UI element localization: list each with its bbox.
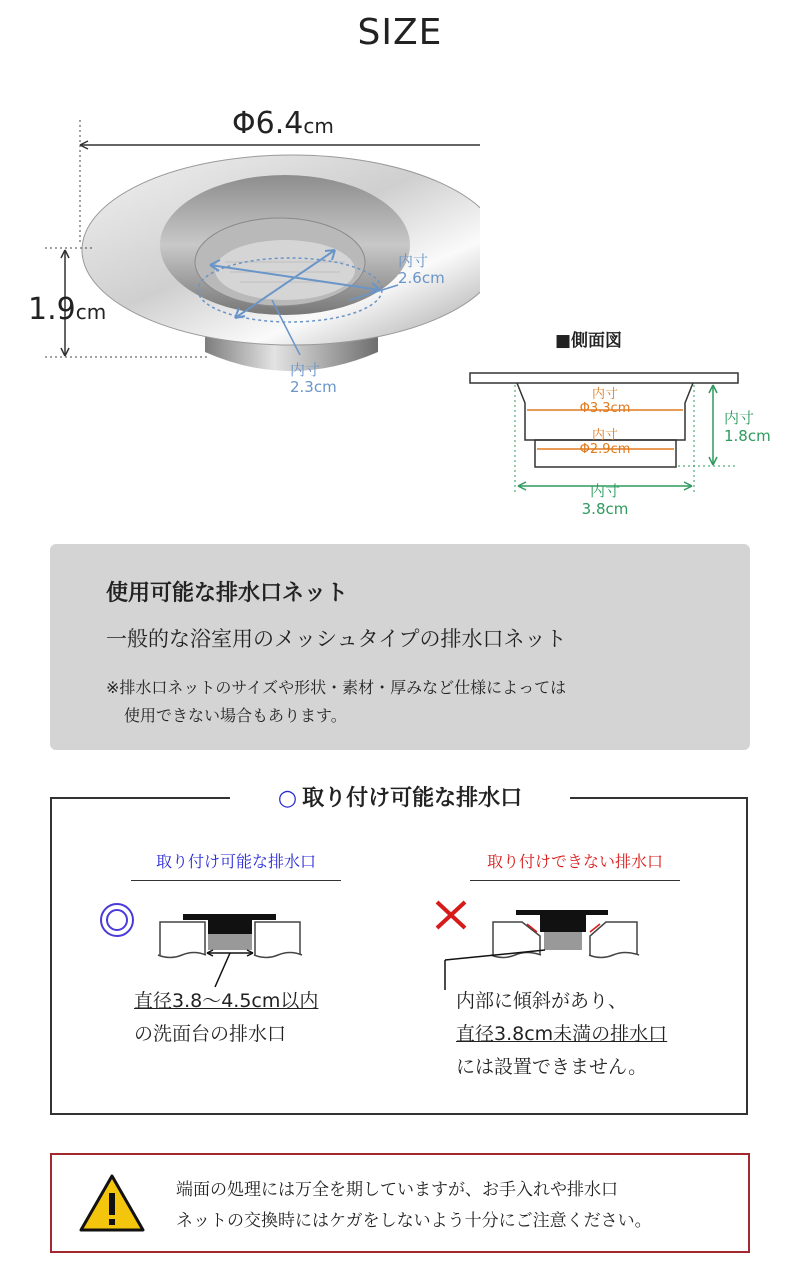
side-inner1-dimension — [560, 388, 650, 416]
note-line-1: ※排水口ネットのサイズや形状・素材・厚みなど仕様によっては — [106, 678, 567, 697]
side-inner2-label: 内寸 — [591, 428, 618, 443]
compatible-net-heading: 使用可能な排水口ネット — [106, 581, 349, 606]
ng-drain-title: 取り付けできない排水口 — [470, 849, 680, 881]
side-height-dimension — [724, 409, 771, 445]
note-line-2: 使用できない場合もあります。 — [124, 706, 347, 725]
ng-line-2: 直径3.8cm未満の排水口 — [456, 1023, 668, 1045]
circle-icon: ○ — [277, 786, 298, 811]
inner-bottom-value: 2.3cm — [290, 378, 337, 396]
warning-line-2: ネットの交換時にはケガをしないよう十分にご注意ください。 — [176, 1211, 652, 1231]
ok-drain-description — [134, 985, 318, 1051]
height-label: 1.9cm — [28, 292, 107, 327]
side-view-title: ■側面図 — [555, 331, 623, 351]
side-width-value: 3.8cm — [581, 500, 629, 518]
diameter-label: Φ6.4cm — [232, 106, 334, 141]
compatible-net-note — [106, 674, 726, 730]
warning-text — [176, 1175, 652, 1237]
ng-line-1: 内部に傾斜があり、 — [456, 990, 628, 1012]
ok-drain-diagram — [95, 895, 315, 990]
page-title: SIZE — [357, 12, 443, 53]
side-height-label: 内寸 — [724, 409, 755, 427]
warning-icon — [78, 1173, 146, 1233]
ok-line-1: 直径3.8～4.5cm以内 — [134, 990, 319, 1012]
inner-top-value: 2.6cm — [398, 269, 445, 287]
cross-icon — [437, 902, 465, 928]
compatible-net-description: 一般的な浴室用のメッシュタイプの排水口ネット — [106, 627, 567, 651]
inner-top-dimension — [398, 253, 445, 287]
side-inner2-dimension — [560, 429, 650, 457]
side-inner2-value: Φ2.9cm — [579, 442, 631, 457]
side-height-value: 1.8cm — [724, 427, 771, 445]
warning-line-1: 端面の処理には万全を期していますが、お手入れや排水口 — [176, 1180, 618, 1200]
ng-drain-description — [456, 985, 667, 1084]
double-circle-icon — [101, 904, 133, 936]
fit-section-heading: 取り付け可能な排水口 — [302, 786, 523, 811]
side-width-label: 内寸 — [589, 482, 620, 500]
side-inner1-label: 内寸 — [591, 387, 618, 402]
ok-line-2: の洗面台の排水口 — [134, 1023, 287, 1045]
inner-top-label: 内寸 — [398, 252, 429, 270]
ng-drain-diagram — [430, 895, 650, 990]
fit-section-header — [230, 783, 570, 815]
inner-bottom-dimension — [290, 362, 337, 396]
ng-line-3: には設置できません。 — [456, 1056, 648, 1078]
inner-bottom-label: 内寸 — [290, 361, 321, 379]
ok-drain-title: 取り付け可能な排水口 — [131, 849, 341, 881]
side-inner1-value: Φ3.3cm — [579, 401, 631, 416]
side-width-dimension — [565, 482, 645, 518]
